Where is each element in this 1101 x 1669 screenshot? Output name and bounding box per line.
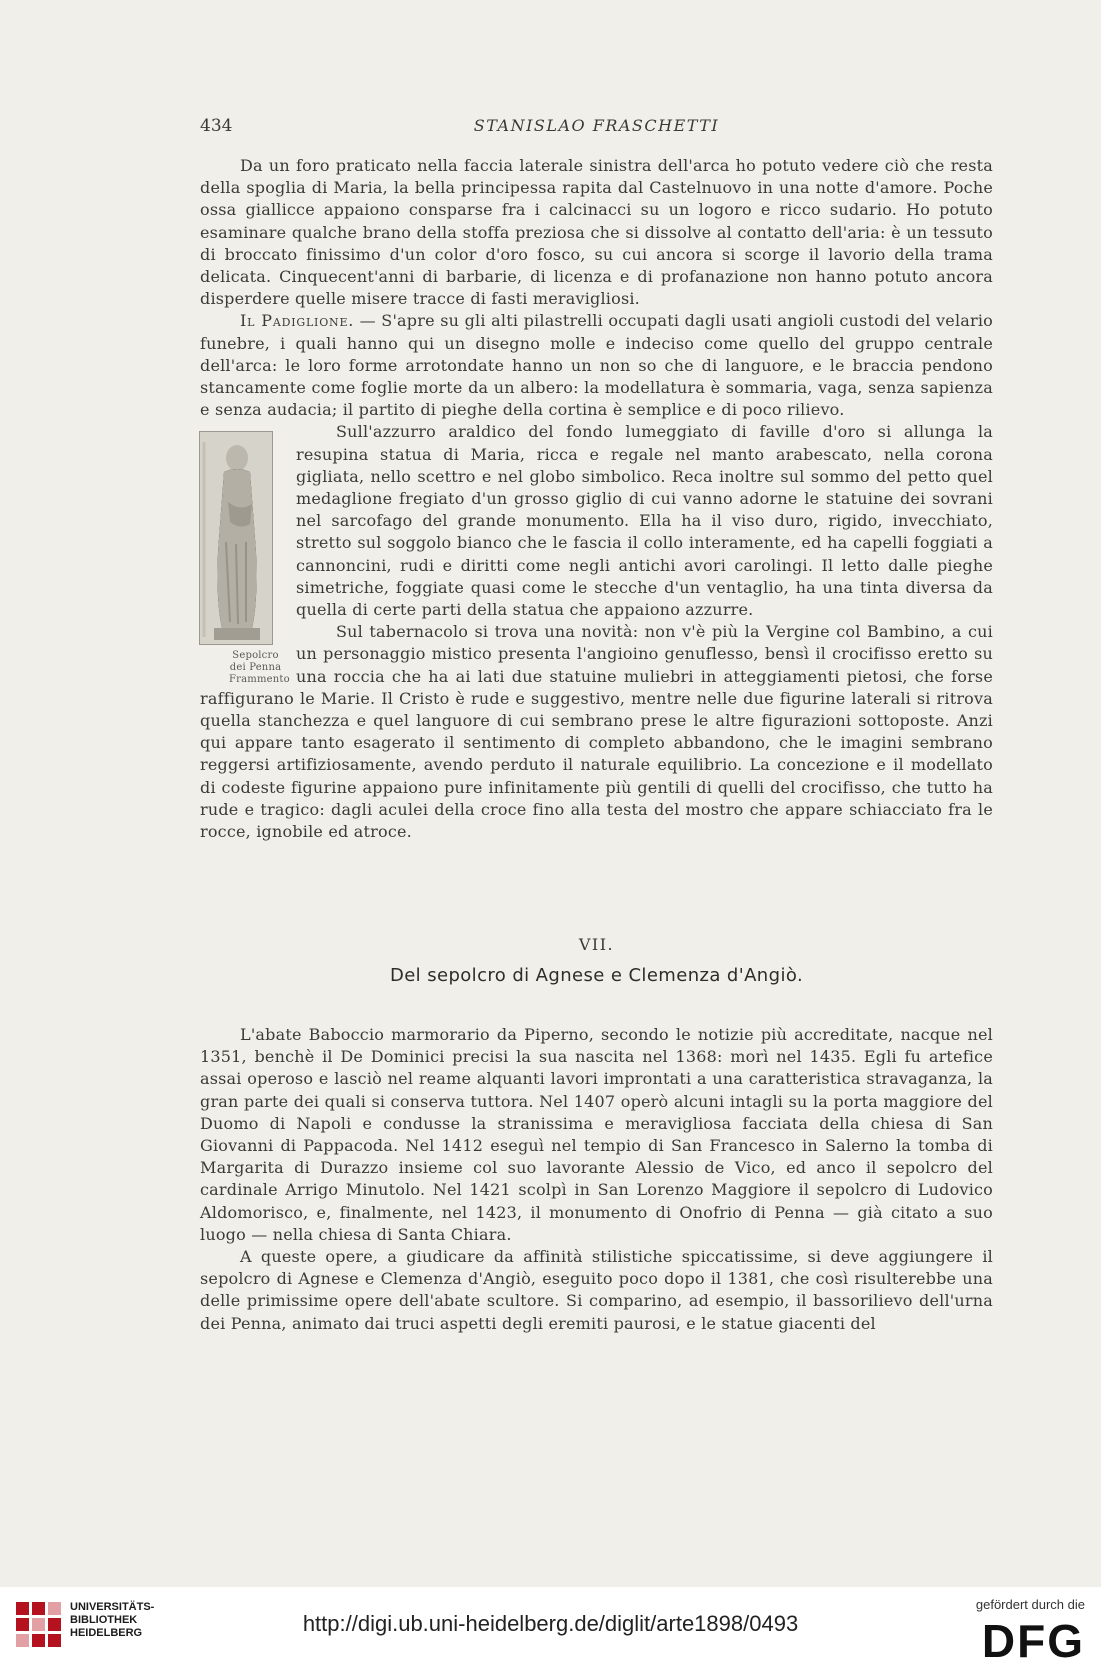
page-header <box>200 116 993 140</box>
paragraph: Sul tabernacolo si trova una novità: non v'è più la Vergine col Bambino, a cui un personaggio mistico presenta l'angioino genuflesso, bensì il crocifisso eretto su una roccia che ha ai lati due statuine muliebri in atteggiamenti pietosi, che forse raffigurano le Marie. Il Cristo è rude e suggestivo, mentre nelle due figurine laterali si ritrova quella stanchezza e quel languore di cui sembrano prese le altre figurazioni sottoposte. Anzi qui appare tanto esagerato il sentimento di completo abbandono, che le imagini sembrano reggersi artifiziosamente, avendo perduto il naturale equilibrio. La concezione e il modellato di codeste figurine appaiono pure infinitamente più gentili di quelli del crocifisso, che tutto ha rude e tragico: dagli aculei della croce fino alla testa del mostro che appare schiacciato fra le rocce, ignobile ed atroce. <box>200 622 993 842</box>
library-name: UNIVERSITÄTS- BIBLIOTHEK HEIDELBERG <box>70 1601 155 1639</box>
section-title: Del sepolcro di Agnese e Clemenza d'Angiò. <box>389 965 804 986</box>
paragraph: Da un foro praticato nella faccia laterale sinistra dell'arca ho potuto vedere ciò che resta della spoglia di Maria, la bella principessa rapita dal Castelnuovo in una notte d'amore. Poche ossa giallicce appaiono consparse fra i calcinacci su un logoro e ricco sudario. Ho potuto esaminare qualche brano della stoffa preziosa che si dissolve al contatto dell'aria: è un tessuto di broccato finissimo d'un color d'oro fosco, su cui ancora si scorge il lavorio della trama delicata. Cinquecent'anni di barbarie, di licenza e di profanazione non hanno potuto ancora disperdere quelle misere tracce di fasti meravigliosi. <box>200 156 993 309</box>
section-text <box>200 1024 993 1335</box>
paragraph: Il Padiglione. — S'apre su gli alti pilastrelli occupati dagli usati angioli custodi del velario funebre, i quali hanno qui un disegno molle e indeciso come quello del gruppo centrale dell'arca: le loro forme arrotondate hanno un non so che di languore, e le braccia pendono stancamente come foglie morte da un albero: la modellatura è sommaria, vaga, senza sapienza e senza audacia; il partito di pieghe della cortina è semplice e di poco rilievo. <box>200 311 993 420</box>
paragraph: L'abate Baboccio marmorario da Piperno, secondo le notizie più accreditate, nacque nel 1351, benchè il De Dominici precisi la sua nascita nel 1368: morì nel 1435. Egli fu artefice assai operoso e lasciò nel reame alquanti lavori improntati a una caratteristica stravaganza, la gran parte dei quali si conserva tuttora. Nel 1407 operò alcuni intagli su la porta maggiore del Duomo di Napoli e condusse la stranissima e meravigliosa facciata della chiesa di San Giovanni di Pappacoda. Nel 1412 eseguì nel tempio di San Francesco in Salerno la tomba di Margarita di Durazzo insieme col suo lavorante Alessio de Vico, ed anco il sepolcro del cardinale Arrigo Minutolo. Nel 1421 scolpì in San Lorenzo Maggiore il sepolcro di Ludovico Aldomorisco, e, finalmente, nel 1423, il monumento di Onofrio di Penna — già citato a suo luogo — nella chiesa di Santa Chiara. <box>200 1025 993 1244</box>
funding-label: gefördert durch die <box>975 1597 1085 1612</box>
statue-image <box>199 431 273 645</box>
section-number: VII. <box>578 935 615 954</box>
figure-caption: Sepolcro dei Penna Frammento <box>229 650 290 686</box>
footer <box>0 1587 1101 1669</box>
figure <box>189 431 290 686</box>
running-title: STANISLAO FRASCHETTI <box>473 116 720 135</box>
paragraph-lead: Il Padiglione. <box>240 311 355 331</box>
paragraph: Sepolcro dei Penna Frammento Sull'azzurro araldico del fondo lumeggiato di faville d'oro si allunga la resupina statua di Maria, ricca e regale nel manto arabescato, nella corona gigliata, nello scettro e nel globo simbolico. Reca inoltre sul sommo del petto quel medaglione fregiato d'un grosso giglio di cui vanno adorne le statuine dei sovrani nel sarcofago del grande monumento. Ella ha il viso duro, rigido, invecchiato, stretto sul soggolo bianco che le fascia il collo interamente, ed ha capelli foggiati a cannoncini, rudi e diritti come negli antichi avori carolingi. Il letto dalle pieghe simetriche, foggiate quasi come le stecche d'un ventaglio, ha una tinta diversa da quella di certe parti della statua che appaiono azzurre. <box>200 421 993 621</box>
dfg-logo: DFG <box>981 1615 1085 1667</box>
source-url[interactable]: http://digi.ub.uni-heidelberg.de/diglit/arte1898/0493 <box>302 1611 799 1636</box>
main-text <box>200 155 993 843</box>
paragraph: A queste opere, a giudicare da affinità stilistiche spiccatissime, si deve aggiungere il sepolcro di Agnese e Clemenza d'Angiò, eseguito poco dopo il 1381, che così risulterebbe una delle primissime opere dell'abate scultore. Si comparino, ad esempio, il bassorilievo dell'urna dei Penna, animato dai truci aspetti degli eremiti paurosi, e le statue giacenti del <box>200 1247 993 1333</box>
statue-figure-icon <box>200 432 272 644</box>
page-number: 434 <box>200 116 233 136</box>
